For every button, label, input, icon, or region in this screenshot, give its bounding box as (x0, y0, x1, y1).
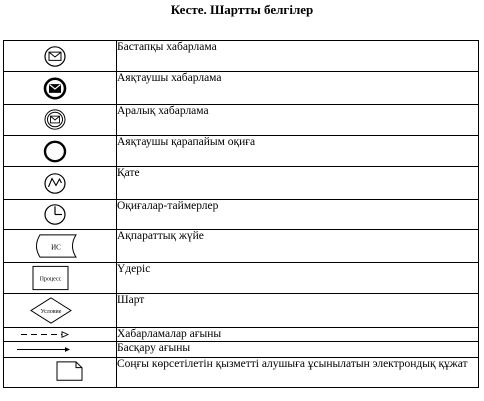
legend-label: Шарт (117, 294, 479, 328)
table-row (4, 358, 479, 388)
table-row (4, 136, 479, 167)
table-row (4, 342, 479, 358)
legend-label: Үдеріс (117, 263, 479, 294)
table-row (4, 72, 479, 105)
legend-label: Соңғы көрсетілетін қызметті алушыға ұсынылатын электрондық құжат (117, 358, 479, 388)
legend-label: Хабарламалар ағыны (117, 328, 479, 342)
end-message-icon (4, 72, 116, 104)
intermediate-message-icon (4, 105, 116, 135)
table-row (4, 200, 479, 230)
legend-label: Қате (117, 167, 479, 200)
error-icon (4, 167, 116, 199)
condition-icon (4, 294, 116, 327)
table-title: Кесте. Шартты белгілер (170, 2, 314, 17)
legend-label: Ақпараттық жүйе (117, 230, 479, 263)
legend-label: Оқиғалар-таймерлер (117, 200, 479, 230)
message-flow-icon (4, 328, 116, 341)
process-icon (4, 263, 116, 293)
table-row (4, 105, 479, 136)
start-message-icon (4, 41, 116, 71)
table-row (4, 230, 479, 263)
table-row (4, 328, 479, 342)
table-row (4, 263, 479, 294)
process-symbol-text: Процесс (39, 276, 62, 283)
legend-label: Бастапқы хабарлама (117, 41, 479, 72)
control-flow-icon (4, 342, 116, 357)
table-row (4, 294, 479, 328)
information-system-symbol-text: ИС (51, 244, 61, 252)
timer-icon (4, 200, 116, 229)
document-icon (4, 358, 116, 387)
end-event-icon (4, 136, 116, 166)
legend-label: Аралық хабарлама (117, 105, 479, 136)
table-row (4, 41, 479, 72)
condition-symbol-text: Условие (40, 308, 62, 315)
legend-label: Аяқтаушы хабарлама (117, 72, 479, 105)
legend-table (3, 40, 479, 388)
information-system-icon (4, 230, 116, 262)
table-row (4, 167, 479, 200)
legend-label: Аяқтаушы қарапайым оқиға (117, 136, 479, 167)
legend-label: Басқару ағыны (117, 342, 479, 358)
